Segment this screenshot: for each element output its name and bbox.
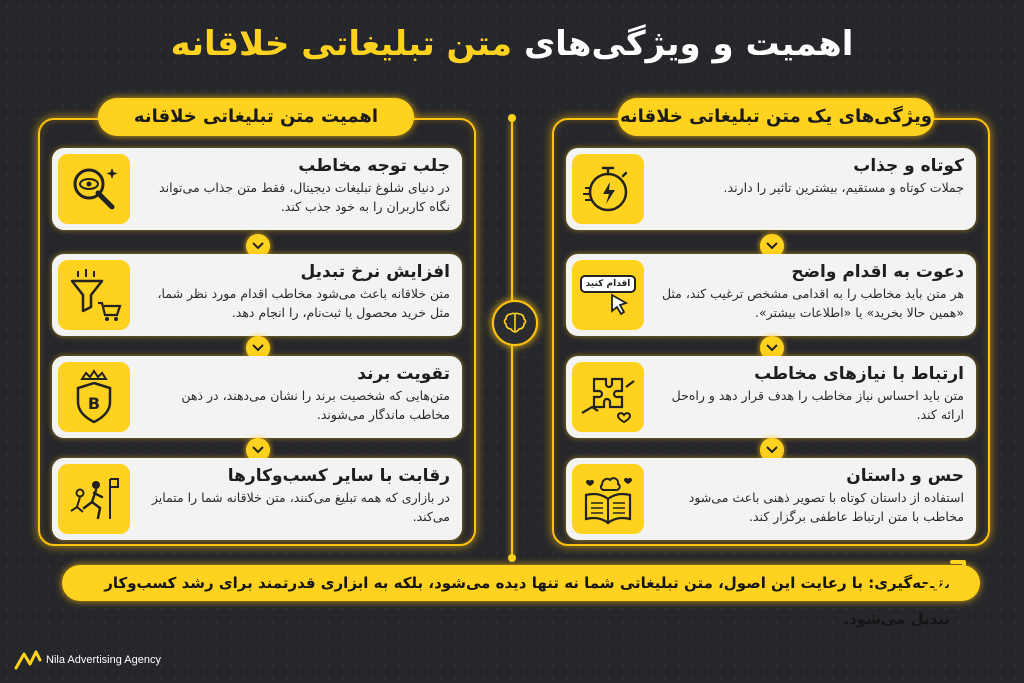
importance-panel — [38, 106, 476, 546]
features-panel — [552, 106, 990, 546]
connector-bottom-dot — [508, 554, 516, 562]
card-description: هر متن باید مخاطب را به اقدامی مشخص ترغیب کند، مثل «همین حالا بخرید» یا «اطلاعات بیشتر». — [661, 286, 964, 320]
card-title: دعوت به اقدام واضح — [791, 262, 964, 282]
card-clear-cta — [566, 254, 976, 336]
cta-button-icon — [572, 260, 644, 330]
funnel-cart-icon — [58, 260, 130, 330]
growth-arrow-icon — [914, 556, 972, 600]
conclusion-banner: نتیجه‌گیری: با رعایت این اصول، متن تبلیغاتی شما نه تنها دیده می‌شود، بلکه به ابزاری قدرتمند برای رشد کسب‌وکار تبدیل می‌شود. — [62, 565, 980, 601]
card-title: جلب توجه مخاطب — [298, 156, 450, 176]
card-description: در دنیای شلوغ تبلیغات دیجیتال، فقط متن جذاب می‌تواند نگاه کاربران را به خود جذب کند. — [159, 180, 450, 214]
card-title: کوتاه و جذاب — [853, 156, 964, 176]
svg-text:B: B — [87, 394, 101, 413]
magnifier-eye-icon — [58, 154, 130, 224]
stopwatch-icon — [572, 154, 644, 224]
card-description: استفاده از داستان کوتاه با تصویر ذهنی باعث می‌شود مخاطب با متن ارتباط عاطفی برگزار کند. — [688, 490, 964, 524]
card-title: تقویت برند — [357, 364, 450, 384]
card-competition — [52, 458, 462, 540]
card-brand — [52, 356, 462, 438]
card-title: حس و داستان — [846, 466, 964, 486]
card-description: متن‌هایی که شخصیت برند را نشان می‌دهند، در ذهن مخاطب ماندگار می‌شوند. — [181, 388, 450, 422]
brain-icon — [492, 300, 538, 346]
card-story-feeling — [566, 458, 976, 540]
card-audience-needs — [566, 356, 976, 438]
card-description: متن خلاقانه باعث می‌شود مخاطب اقدام مورد نظر شما، مثل خرید محصول یا ثبت‌نام، را انجام دهد. — [157, 286, 450, 320]
card-description: جملات کوتاه و مستقیم، بیشترین تاثیر را دارند. — [723, 180, 964, 195]
race-finish-icon — [58, 464, 130, 534]
agency-name: Nila Advertising Agency — [46, 654, 161, 666]
card-description: در بازاری که همه تبلیغ می‌کنند، متن خلاقانه شما را متمایز می‌کند. — [151, 490, 450, 524]
cta-icon-label: اقدام کنید — [580, 275, 637, 293]
page-title — [0, 14, 1024, 74]
features-heading: ویژگی‌های یک متن تبلیغاتی خلاقانه — [618, 98, 934, 136]
title-yellow-part: متن تبلیغاتی خلاقانه — [170, 24, 513, 64]
importance-heading: اهمیت متن تبلیغاتی خلاقانه — [98, 98, 414, 136]
card-attention — [52, 148, 462, 230]
connector-top-dot — [508, 114, 516, 122]
brand-shield-icon — [58, 362, 130, 432]
open-book-icon — [572, 464, 644, 534]
puzzle-hands-icon — [572, 362, 644, 432]
agency-logo-icon — [14, 650, 42, 670]
card-conversion — [52, 254, 462, 336]
card-title: ارتباط با نیازهای مخاطب — [754, 364, 964, 384]
title-white-part: اهمیت و ویژگی‌های — [523, 24, 854, 64]
card-description: متن باید احساس نیاز مخاطب را هدف قرار دهد و راه‌حل ارائه کند. — [671, 388, 964, 422]
card-title: رقابت با سایر کسب‌وکارها — [227, 466, 450, 486]
card-short-catchy — [566, 148, 976, 230]
card-title: افزایش نرخ تبدیل — [300, 262, 450, 282]
